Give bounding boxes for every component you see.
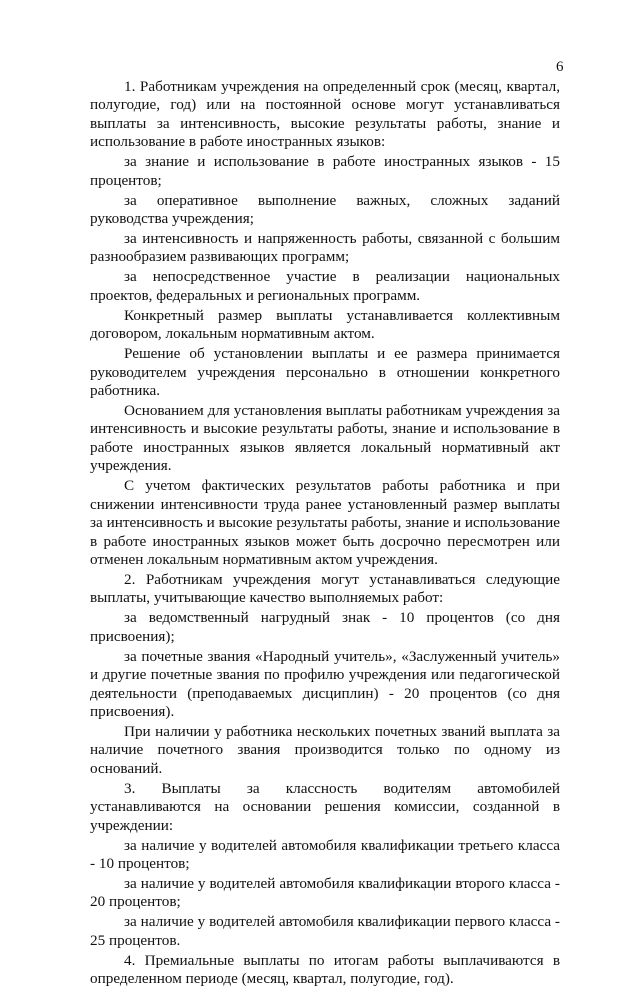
- paragraph: Решение об установлении выплаты и ее размера принимается руководителем учреждения персонально в отношении конкретного работника.: [90, 345, 560, 400]
- paragraph: за наличие у водителей автомобиля квалификации первого класса - 25 процентов.: [90, 913, 560, 949]
- paragraph: Конкретный размер выплаты устанавливается коллективным договором, локальным нормативным актом.: [90, 306, 560, 343]
- paragraph: за почетные звания «Народный учитель», «Заслуженный учитель» и другие почетные звания по профилю учреждения или педагогической деятельности (преподаваемых дисциплин) - 20 процентов (со дня присвоения).: [90, 647, 560, 720]
- paragraph: С учетом фактических результатов работы работника и при снижении интенсивности труда ранее установленный размер выплаты за интенсивность и высокие результаты работы, знание и использование в работе иностранных языков может быть досрочно пересмотрен или отменен локальным нормативным актом учреждения.: [90, 477, 560, 568]
- paragraph: за наличие у водителей автомобиля квалификации третьего класса - 10 процентов;: [90, 836, 560, 872]
- paragraph: за оперативное выполнение важных, сложных заданий руководства учреждения;: [90, 191, 560, 228]
- paragraph: При наличии у работника нескольких почетных званий выплата за наличие почетного звания производится только по одному из оснований.: [90, 722, 560, 777]
- page-number: 6: [556, 59, 564, 75]
- body-text: [90, 78, 560, 990]
- paragraph: 2. Работникам учреждения могут устанавливаться следующие выплаты, учитывающие качество выполняемых работ:: [90, 570, 560, 607]
- paragraph: 1. Работникам учреждения на определенный срок (месяц, квартал, полугодие, год) или на постоянной основе могут устанавливаться выплаты за интенсивность, высокие результаты работы, знание и использование в работе иностранных языков:: [90, 78, 560, 151]
- paragraph: за ведомственный нагрудный знак - 10 процентов (со дня присвоения);: [90, 609, 560, 645]
- paragraph: за непосредственное участие в реализации национальных проектов, федеральных и региональных программ.: [90, 268, 560, 304]
- paragraph: 3. Выплаты за классность водителям автомобилей устанавливаются на основании решения комиссии, созданной в учреждении:: [90, 779, 560, 834]
- paragraph: Основанием для установления выплаты работникам учреждения за интенсивность и высокие результаты работы, знание и использование в работе иностранных языков является локальный нормативный акт учреждения.: [90, 402, 560, 475]
- paragraph: 4. Премиальные выплаты по итогам работы выплачиваются в определенном периоде (месяц, квартал, полугодие, год).: [90, 951, 560, 988]
- paragraph: за интенсивность и напряженность работы, связанной с большим разнообразием развивающих программ;: [90, 230, 560, 266]
- paragraph: за знание и использование в работе иностранных языков - 15 процентов;: [90, 153, 560, 189]
- paragraph: за наличие у водителей автомобиля квалификации второго класса - 20 процентов;: [90, 874, 560, 911]
